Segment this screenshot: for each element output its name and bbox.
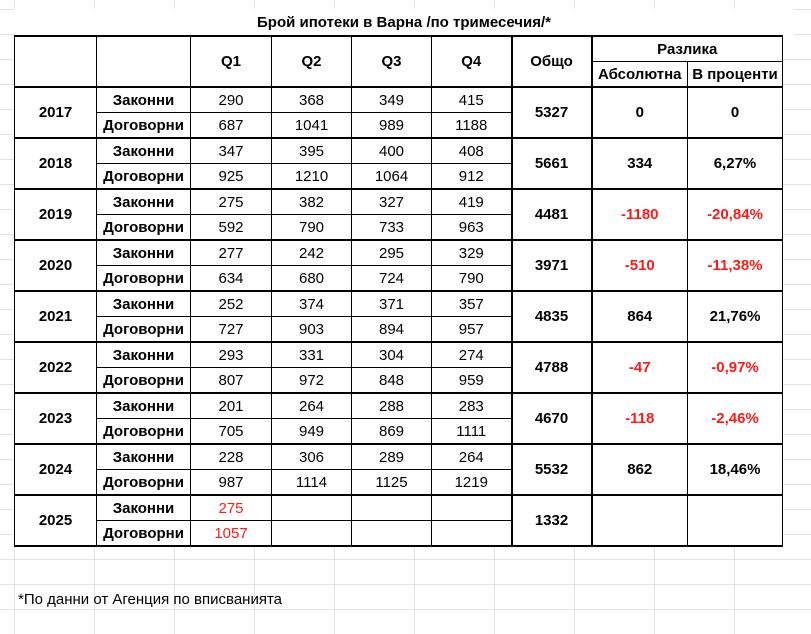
table-row bbox=[15, 393, 783, 419]
value-cell-legal-q3[interactable]: 295 bbox=[352, 240, 432, 266]
diff-percent-cell[interactable]: -2,46% bbox=[688, 393, 783, 444]
total-cell[interactable]: 3971 bbox=[512, 240, 592, 291]
value-cell-legal-q1[interactable]: 347 bbox=[191, 138, 272, 164]
value-cell-legal-q4[interactable]: 357 bbox=[432, 291, 512, 317]
type-label-contract[interactable]: Договорни bbox=[97, 419, 191, 445]
table-title: Брой ипотеки в Варна /по тримесечия/* bbox=[14, 9, 794, 36]
type-label-legal[interactable]: Законни bbox=[97, 138, 191, 164]
value-cell-contract-q1[interactable]: 1057 bbox=[191, 521, 272, 547]
value-cell-legal-q4[interactable]: 408 bbox=[432, 138, 512, 164]
header-q1[interactable]: Q1 bbox=[191, 36, 272, 87]
type-label-contract[interactable]: Договорни bbox=[97, 266, 191, 292]
value-cell-legal-q2[interactable]: 264 bbox=[272, 393, 352, 419]
type-label-legal[interactable]: Законни bbox=[97, 189, 191, 215]
value-cell-legal-q4[interactable]: 329 bbox=[432, 240, 512, 266]
total-cell[interactable]: 4788 bbox=[512, 342, 592, 393]
value-cell-legal-q4[interactable] bbox=[432, 495, 512, 521]
header-q2[interactable]: Q2 bbox=[272, 36, 352, 87]
value-cell-contract-q2[interactable]: 790 bbox=[272, 215, 352, 241]
value-cell-legal-q2[interactable]: 395 bbox=[272, 138, 352, 164]
header-difference[interactable]: Разлика bbox=[592, 36, 783, 62]
header-q3[interactable]: Q3 bbox=[352, 36, 432, 87]
diff-percent-cell[interactable]: 0 bbox=[688, 87, 783, 138]
value-cell-contract-q1[interactable]: 925 bbox=[191, 164, 272, 190]
type-label-contract[interactable]: Договорни bbox=[97, 470, 191, 496]
table-row bbox=[15, 87, 783, 113]
header-row-1 bbox=[15, 36, 783, 62]
value-cell-contract-q3[interactable] bbox=[352, 521, 432, 547]
value-cell-contract-q4[interactable]: 1188 bbox=[432, 113, 512, 139]
value-cell-contract-q2[interactable]: 1114 bbox=[272, 470, 352, 496]
value-cell-contract-q3[interactable]: 1064 bbox=[352, 164, 432, 190]
value-cell-legal-q3[interactable]: 289 bbox=[352, 444, 432, 470]
table-row bbox=[15, 495, 783, 521]
value-cell-contract-q2[interactable]: 972 bbox=[272, 368, 352, 394]
value-cell-legal-q3[interactable] bbox=[352, 495, 432, 521]
total-cell[interactable]: 5327 bbox=[512, 87, 592, 138]
type-label-contract[interactable]: Договорни bbox=[97, 521, 191, 547]
value-cell-contract-q3[interactable]: 894 bbox=[352, 317, 432, 343]
value-cell-contract-q3[interactable]: 869 bbox=[352, 419, 432, 445]
value-cell-contract-q2[interactable]: 949 bbox=[272, 419, 352, 445]
diff-percent-cell[interactable]: -11,38% bbox=[688, 240, 783, 291]
value-cell-contract-q2[interactable] bbox=[272, 521, 352, 547]
value-cell-contract-q3[interactable]: 724 bbox=[352, 266, 432, 292]
value-cell-legal-q2[interactable]: 374 bbox=[272, 291, 352, 317]
table-row bbox=[15, 291, 783, 317]
value-cell-contract-q3[interactable]: 1125 bbox=[352, 470, 432, 496]
value-cell-contract-q4[interactable]: 1219 bbox=[432, 470, 512, 496]
diff-percent-cell[interactable]: 6,27% bbox=[688, 138, 783, 189]
diff-absolute-cell[interactable]: -510 bbox=[592, 240, 688, 291]
value-cell-legal-q4[interactable]: 415 bbox=[432, 87, 512, 113]
header-corner-year[interactable] bbox=[15, 36, 97, 87]
type-label-contract[interactable]: Договорни bbox=[97, 317, 191, 343]
type-label-legal[interactable]: Законни bbox=[97, 495, 191, 521]
type-label-contract[interactable]: Договорни bbox=[97, 368, 191, 394]
value-cell-contract-q4[interactable] bbox=[432, 521, 512, 547]
diff-absolute-cell[interactable]: 0 bbox=[592, 87, 688, 138]
diff-percent-cell[interactable]: 21,76% bbox=[688, 291, 783, 342]
year-cell[interactable]: 2018 bbox=[15, 138, 97, 189]
diff-percent-cell[interactable]: 18,46% bbox=[688, 444, 783, 495]
diff-absolute-cell[interactable]: 864 bbox=[592, 291, 688, 342]
value-cell-legal-q3[interactable]: 288 bbox=[352, 393, 432, 419]
value-cell-contract-q2[interactable]: 1041 bbox=[272, 113, 352, 139]
value-cell-contract-q4[interactable]: 959 bbox=[432, 368, 512, 394]
type-label-legal[interactable]: Законни bbox=[97, 393, 191, 419]
value-cell-contract-q4[interactable]: 1111 bbox=[432, 419, 512, 445]
type-label-contract[interactable]: Договорни bbox=[97, 164, 191, 190]
total-cell[interactable]: 4835 bbox=[512, 291, 592, 342]
diff-absolute-cell[interactable]: -118 bbox=[592, 393, 688, 444]
value-cell-contract-q1[interactable]: 705 bbox=[191, 419, 272, 445]
year-cell[interactable]: 2024 bbox=[15, 444, 97, 495]
value-cell-legal-q1[interactable]: 290 bbox=[191, 87, 272, 113]
value-cell-contract-q3[interactable]: 848 bbox=[352, 368, 432, 394]
type-label-legal[interactable]: Законни bbox=[97, 87, 191, 113]
value-cell-legal-q4[interactable]: 419 bbox=[432, 189, 512, 215]
year-cell[interactable]: 2021 bbox=[15, 291, 97, 342]
diff-percent-cell[interactable]: -0,97% bbox=[688, 342, 783, 393]
header-corner-type[interactable] bbox=[97, 36, 191, 87]
footnote: *По данни от Агенция по вписванията bbox=[18, 591, 282, 608]
year-cell[interactable]: 2025 bbox=[15, 495, 97, 546]
table-row bbox=[15, 444, 783, 470]
total-cell[interactable]: 5661 bbox=[512, 138, 592, 189]
value-cell-contract-q2[interactable]: 1210 bbox=[272, 164, 352, 190]
type-label-contract[interactable]: Договорни bbox=[97, 215, 191, 241]
value-cell-legal-q3[interactable]: 400 bbox=[352, 138, 432, 164]
value-cell-legal-q2[interactable] bbox=[272, 495, 352, 521]
type-label-legal[interactable]: Законни bbox=[97, 342, 191, 368]
type-label-contract[interactable]: Договорни bbox=[97, 113, 191, 139]
value-cell-legal-q3[interactable]: 304 bbox=[352, 342, 432, 368]
value-cell-legal-q2[interactable]: 306 bbox=[272, 444, 352, 470]
value-cell-legal-q2[interactable]: 242 bbox=[272, 240, 352, 266]
year-cell[interactable]: 2017 bbox=[15, 87, 97, 138]
diff-absolute-cell[interactable]: 862 bbox=[592, 444, 688, 495]
table-row bbox=[15, 342, 783, 368]
header-percent[interactable]: В проценти bbox=[688, 62, 783, 88]
year-cell[interactable]: 2019 bbox=[15, 189, 97, 240]
type-label-legal[interactable]: Законни bbox=[97, 444, 191, 470]
mortgage-table bbox=[14, 35, 783, 547]
year-cell[interactable]: 2020 bbox=[15, 240, 97, 291]
value-cell-contract-q1[interactable]: 727 bbox=[191, 317, 272, 343]
total-cell[interactable]: 5532 bbox=[512, 444, 592, 495]
header-absolute[interactable]: Абсолютна bbox=[592, 62, 688, 88]
value-cell-legal-q1[interactable]: 252 bbox=[191, 291, 272, 317]
value-cell-legal-q3[interactable]: 371 bbox=[352, 291, 432, 317]
type-label-legal[interactable]: Законни bbox=[97, 291, 191, 317]
value-cell-legal-q2[interactable]: 368 bbox=[272, 87, 352, 113]
value-cell-legal-q4[interactable]: 283 bbox=[432, 393, 512, 419]
value-cell-contract-q1[interactable]: 687 bbox=[191, 113, 272, 139]
year-cell[interactable]: 2022 bbox=[15, 342, 97, 393]
value-cell-contract-q4[interactable]: 963 bbox=[432, 215, 512, 241]
total-cell[interactable]: 4670 bbox=[512, 393, 592, 444]
diff-percent-cell[interactable]: -20,84% bbox=[688, 189, 783, 240]
value-cell-legal-q3[interactable]: 327 bbox=[352, 189, 432, 215]
value-cell-legal-q2[interactable]: 331 bbox=[272, 342, 352, 368]
value-cell-legal-q1[interactable]: 201 bbox=[191, 393, 272, 419]
value-cell-contract-q2[interactable]: 680 bbox=[272, 266, 352, 292]
value-cell-contract-q4[interactable]: 790 bbox=[432, 266, 512, 292]
value-cell-legal-q1[interactable]: 277 bbox=[191, 240, 272, 266]
type-label-legal[interactable]: Законни bbox=[97, 240, 191, 266]
value-cell-legal-q1[interactable]: 293 bbox=[191, 342, 272, 368]
value-cell-contract-q3[interactable]: 733 bbox=[352, 215, 432, 241]
diff-percent-cell[interactable] bbox=[688, 495, 783, 546]
value-cell-contract-q4[interactable]: 957 bbox=[432, 317, 512, 343]
value-cell-legal-q1[interactable]: 275 bbox=[191, 189, 272, 215]
value-cell-legal-q4[interactable]: 274 bbox=[432, 342, 512, 368]
header-total[interactable]: Общо bbox=[512, 36, 592, 87]
value-cell-legal-q2[interactable]: 382 bbox=[272, 189, 352, 215]
total-cell[interactable]: 4481 bbox=[512, 189, 592, 240]
value-cell-contract-q1[interactable]: 807 bbox=[191, 368, 272, 394]
year-cell[interactable]: 2023 bbox=[15, 393, 97, 444]
table-row bbox=[15, 189, 783, 215]
header-q4[interactable]: Q4 bbox=[432, 36, 512, 87]
value-cell-contract-q1[interactable]: 987 bbox=[191, 470, 272, 496]
value-cell-legal-q1[interactable]: 228 bbox=[191, 444, 272, 470]
value-cell-contract-q2[interactable]: 903 bbox=[272, 317, 352, 343]
value-cell-legal-q4[interactable]: 264 bbox=[432, 444, 512, 470]
table-row bbox=[15, 138, 783, 164]
value-cell-legal-q1[interactable]: 275 bbox=[191, 495, 272, 521]
value-cell-contract-q1[interactable]: 634 bbox=[191, 266, 272, 292]
value-cell-contract-q3[interactable]: 989 bbox=[352, 113, 432, 139]
value-cell-contract-q1[interactable]: 592 bbox=[191, 215, 272, 241]
value-cell-contract-q4[interactable]: 912 bbox=[432, 164, 512, 190]
diff-absolute-cell[interactable]: -1180 bbox=[592, 189, 688, 240]
diff-absolute-cell[interactable]: 334 bbox=[592, 138, 688, 189]
total-cell[interactable]: 1332 bbox=[512, 495, 592, 546]
diff-absolute-cell[interactable] bbox=[592, 495, 688, 546]
diff-absolute-cell[interactable]: -47 bbox=[592, 342, 688, 393]
value-cell-legal-q3[interactable]: 349 bbox=[352, 87, 432, 113]
table-row bbox=[15, 240, 783, 266]
